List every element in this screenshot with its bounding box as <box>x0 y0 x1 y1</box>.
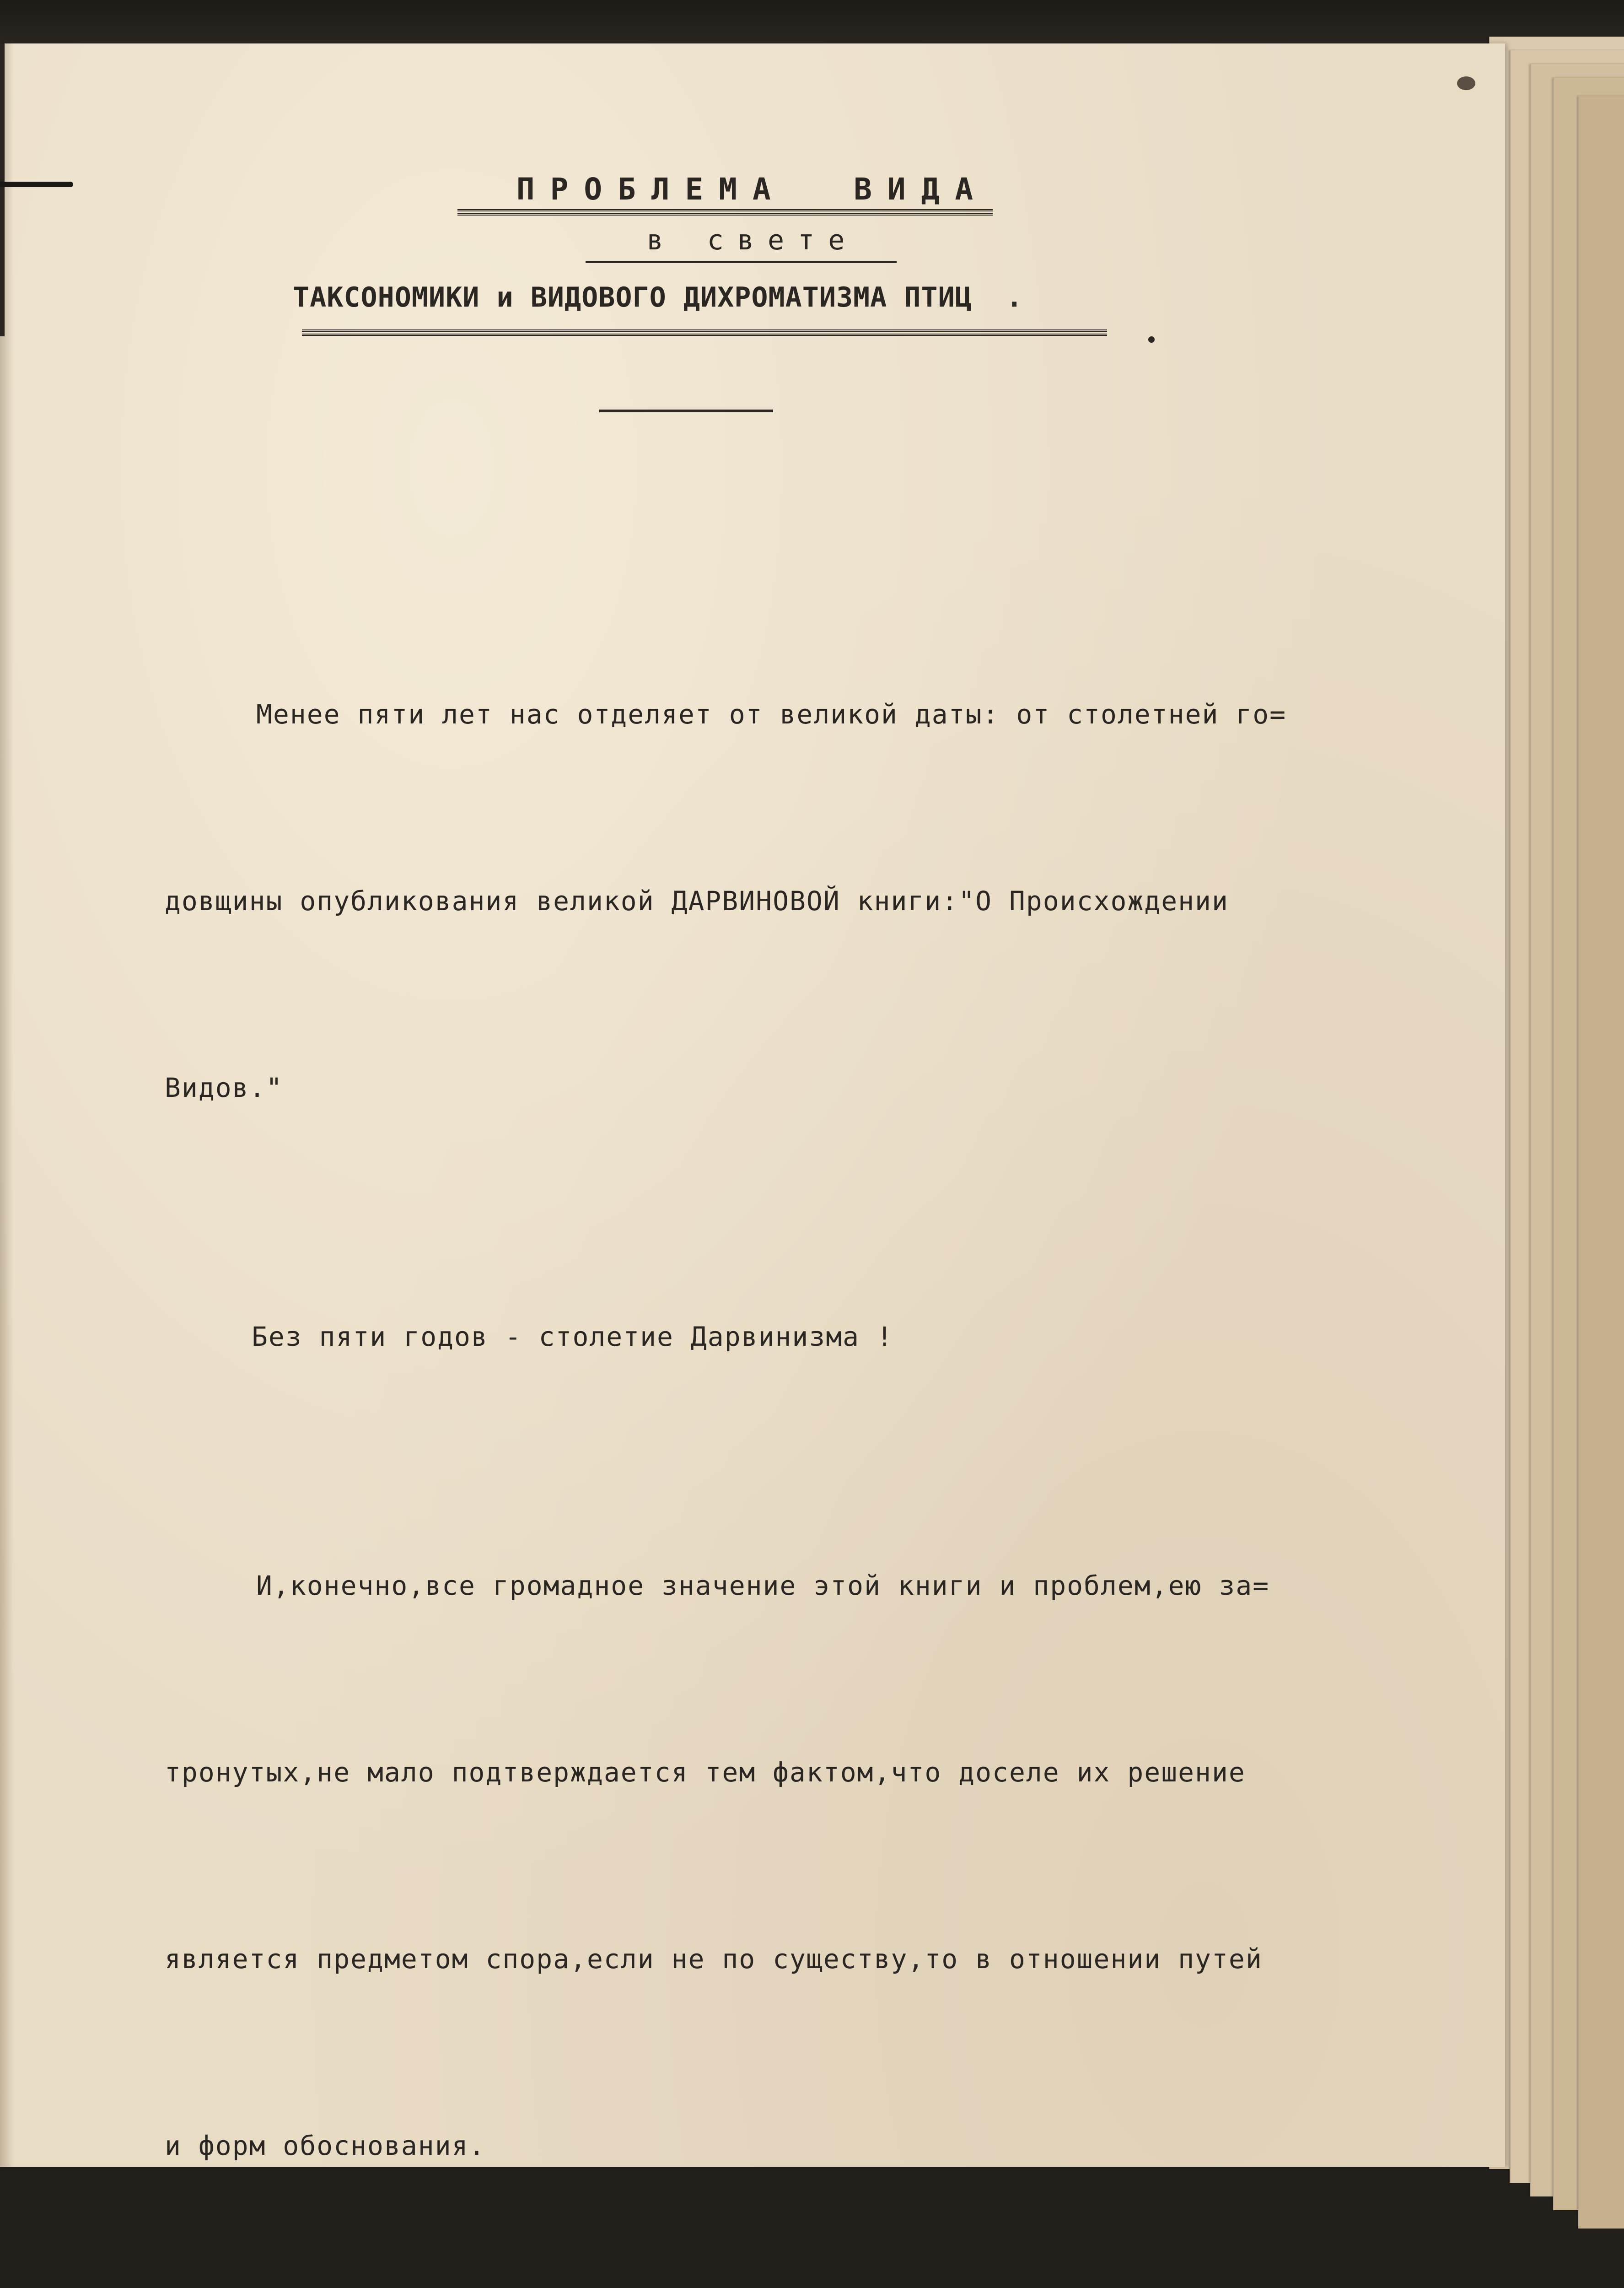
section-divider <box>599 410 773 412</box>
title-underline <box>457 209 993 216</box>
document-title: ПРОБЛЕМА ВИДА <box>516 172 989 207</box>
heading-underline <box>302 329 1107 336</box>
corner-punch-mark <box>1457 76 1475 90</box>
body-line: И,конечно,все громадное значение этой книги и проблем,ею за= <box>256 1570 1270 1601</box>
body-line: тронутых,не мало подтверждается тем фактом,что доселе их решение <box>165 1757 1246 1788</box>
heading-period-mark <box>1148 336 1155 343</box>
document-body <box>165 496 1491 2288</box>
body-line: является предметом спора,если не по существу,то в отношении путей <box>165 1943 1263 1975</box>
subtitle-underline <box>586 261 897 263</box>
underlying-sheet <box>1578 96 1624 2229</box>
body-line: и форм обоснования. <box>165 2130 486 2161</box>
body-line: Без пяти годов - столетие Дарвинизма ! <box>252 1321 893 1352</box>
body-line: довщины опубликования великой ДАРВИНОВОЙ книги:"О Происхождении <box>165 885 1229 917</box>
typewritten-page <box>0 43 1505 2167</box>
document-heading: ТАКСОНОМИКИ и ВИДОВОГО ДИХРОМАТИЗМА ПТИЦ . <box>293 281 1023 313</box>
page-edge-shadow <box>0 43 14 2167</box>
body-line: Менее пяти лет нас отделяет от великой даты: от столетней го= <box>256 699 1287 730</box>
body-line: Видов." <box>165 1072 283 1103</box>
document-subtitle: в свете <box>646 224 859 256</box>
